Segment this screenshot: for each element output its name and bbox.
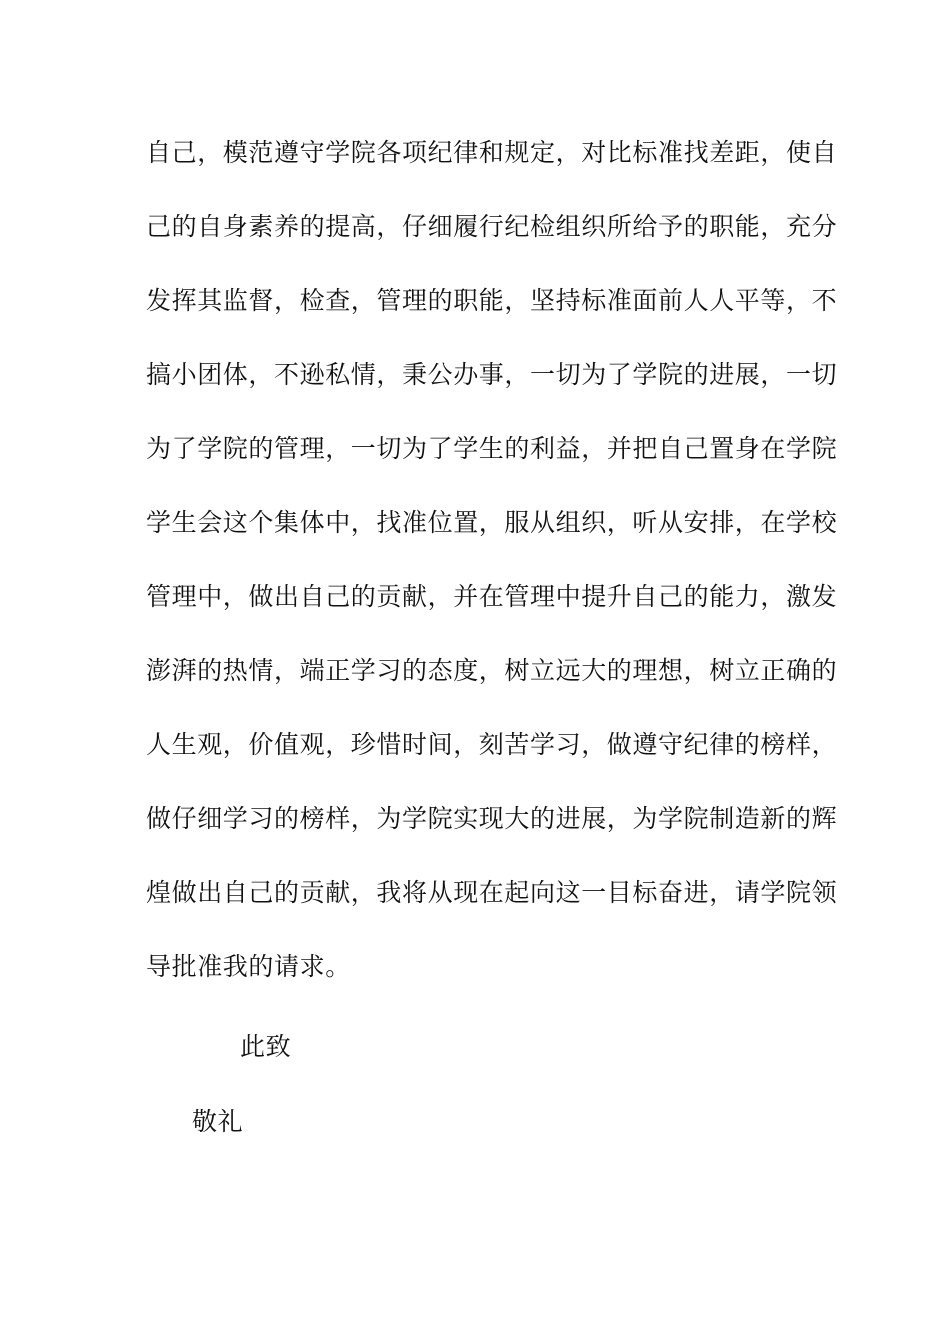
body-line-9: 人生观，价值观，珍惜时间，刻苦学习，做遵守纪律的榜样， bbox=[146, 730, 838, 759]
closing-regards: 敬礼 bbox=[192, 1107, 244, 1136]
body-line-11: 煌做出自己的贡献，我将从现在起向这一目标奋进，请学院领 bbox=[146, 878, 838, 907]
body-line-10: 做仔细学习的榜样，为学院实现大的进展，为学院制造新的辉 bbox=[146, 804, 838, 833]
body-line-5: 为了学院的管理，一切为了学生的利益，并把自己置身在学院 bbox=[146, 434, 838, 463]
body-line-6: 学生会这个集体中，找准位置，服从组织，听从安排，在学校 bbox=[146, 508, 838, 537]
body-line-7: 管理中，做出自己的贡献，并在管理中提升自己的能力，激发 bbox=[146, 582, 838, 611]
body-line-2: 己的自身素养的提高，仔细履行纪检组织所给予的职能，充分 bbox=[146, 212, 838, 241]
body-line-4: 搞小团体，不逊私情，秉公办事，一切为了学院的进展，一切 bbox=[146, 360, 838, 389]
body-line-12: 导批准我的请求。 bbox=[146, 952, 351, 981]
body-line-1: 自己，模范遵守学院各项纪律和规定，对比标准找差距，使自 bbox=[146, 138, 838, 167]
closing-salutation: 此致 bbox=[240, 1032, 292, 1061]
body-line-3: 发挥其监督，检查，管理的职能，坚持标准面前人人平等，不 bbox=[146, 286, 838, 315]
body-line-8: 澎湃的热情，端正学习的态度，树立远大的理想，树立正确的 bbox=[146, 656, 838, 685]
